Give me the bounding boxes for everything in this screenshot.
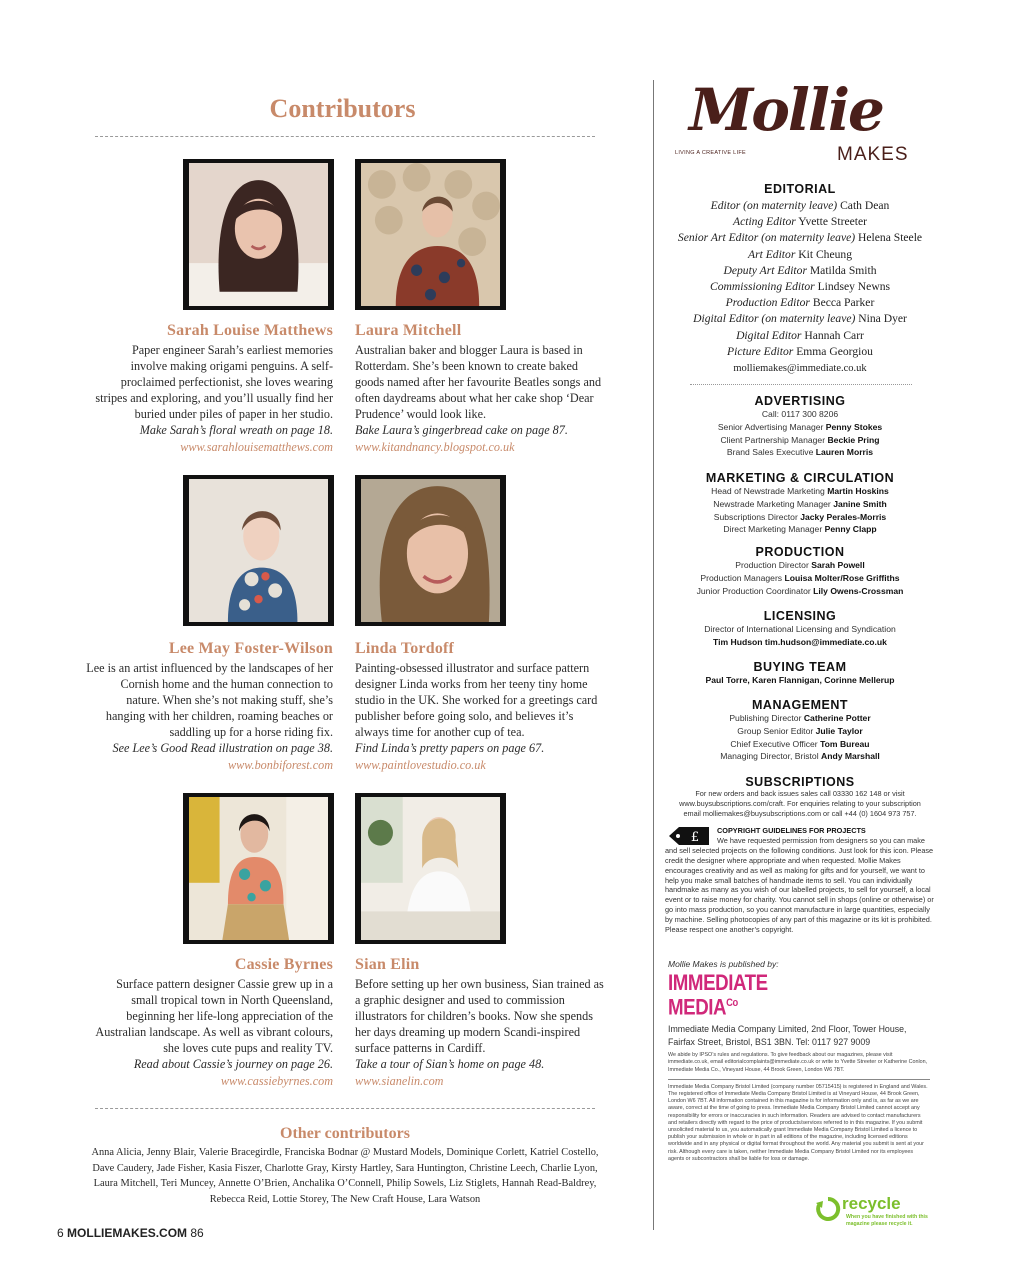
recycle-label: recycle [842,1194,901,1213]
person: Cath Dean [840,199,890,212]
bio-text: Paper engineer Sarah’s earliest memories involve making origami penguins. A self-proclaimed perfectionist, she loves wearing stripes and exploring, and you’ll usually find her buried under piles of paper in her studio. [95,343,333,421]
subscriptions-heading: SUBSCRIPTIONS [745,775,855,789]
contributor-photo [355,475,506,626]
editorial-heading: EDITORIAL [764,182,836,196]
logo-tagline: LIVING A CREATIVE LIFE [675,150,746,156]
production-section [665,545,935,597]
person: Emma Georgiou [796,344,873,358]
role: Art Editor [747,247,796,261]
management-heading: MANAGEMENT [752,698,848,712]
folio-site: MOLLIEMAKES.COM [67,1226,188,1240]
person: Helena Steele [858,231,923,245]
person: Lauren Morris [815,447,874,458]
person: Hannah Carr [804,328,864,342]
ipso-note: We abide by IPSO’s rules and regulations. To give feedback about our magazines, please visit immediate.co.uk, email editorialcomplaints@immediate.co.uk or write to Yvette Streeter or Katherine Conlon, Immediate Media Co., Vineyard House, 44 Brook Green, London W6 7BT. [668,1052,928,1073]
role: Editor (on maternity leave) [710,199,838,212]
other-contributors-title: Other contributors [280,1125,410,1142]
role: Publishing Director [729,713,802,723]
buying-team: Paul Torre, Karen Flannigan, Corinne Mellerup [705,675,895,685]
sell-tag-icon [667,826,711,846]
bio-page-ref: Read about Cassie’s journey on page 26. [133,1057,333,1071]
person: Lily Owens-Crossman [813,585,904,596]
bio-text: Before setting up her own business, Sian trained as a graphic designer and used to commission illustrators for children’s books. Now she spends her days dreaming up modern Scandi-inspired surface patterns in Cardiff. [355,977,604,1055]
contributor-name: Linda Tordoff [355,640,455,657]
person: Louisa Molter/Rose Griffiths [784,572,900,583]
bio-text: Lee is an artist influenced by the landscapes of her Cornish home and the human connection to nature. When she’s not making stuff, she’s hanging with her children, roaming beaches or saddling up for a horse riding fix. [86,661,333,739]
bio-page-ref: Take a tour of Sian’s home on page 48. [355,1057,545,1071]
advertising-section [665,394,935,459]
person: Becca Parker [812,296,875,310]
logo-script: Mollie [689,76,883,144]
logo-makes: MAKES [837,144,909,165]
contributor-website-link[interactable]: www.sarahlouisematthews.com [180,440,333,454]
bio-text: Surface pattern designer Cassie grew up in a small tropical town in North Queensland, beginning her life-long appreciation of the Australian landscape. As well as vibrant colours, she loves cute pups and reality TV. [95,977,333,1055]
publisher-section [668,960,930,1163]
copyright-section [665,826,935,935]
page-folio [57,1226,204,1240]
licensing-contact: Tim Hudson tim.hudson@immediate.co.uk [713,636,887,647]
role: Deputy Art Editor [723,263,807,277]
role: Junior Production Coordinator [696,585,811,596]
contributor-website-link[interactable]: www.paintlovestudio.co.uk [355,758,486,772]
legal-text [668,1084,930,1163]
subscriptions-section [665,775,935,819]
publisher-address: Immediate Media Company Limited, 2nd Floor, Tower House, Fairfax Street, Bristol, BS1 3BN. Tel: 0117 927 9009 [668,1024,907,1047]
advertising-phone: Call: 0117 300 8206 [761,409,839,419]
masthead-divider [690,384,912,385]
logo-line-1: IMMEDIATE [668,969,768,995]
person: Tom Bureau [820,738,870,749]
role: Production Editor [725,296,810,310]
person: Catherine Potter [803,713,871,723]
licensing-role: Director of International Licensing and Syndication [704,624,896,634]
role: Managing Director, Bristol [720,751,819,762]
contributor-website-link[interactable]: www.bonbiforest.com [228,758,333,772]
person: Yvette Streeter [798,215,867,229]
contributor-bio [355,660,605,773]
contributor-bio [95,342,333,455]
issue-number: 86 [190,1226,204,1240]
role: Brand Sales Executive [726,447,814,458]
logo-line-2: MEDIA [668,994,727,1020]
contributor-bio [95,976,333,1089]
buying-section [665,660,935,687]
contributor-bio [85,660,333,773]
legal-body: Immediate Media Company Bristol Limited (company number 05715415) is registered in England and Wales. The registered office of Immediate Media Company Bristol Limited is at Vineyard House, 44 Brook Green, London W6 7BT. All information contained in this magazine is for information only and is, as far as we are aware, correct at the time of going to press. Immediate Media Company Bristol Limited cannot accept any responsibility for errors or inaccuracies in such information. Readers are advised to contact manufacturers and retailers directly with regard to the price of products/services referred to in this magazine. If you submit unsolicited material to us, you automatically grant Immediate Media Company Bristol Limited a licence to publish your submission in whole or in part in all editions of the magazine, including licensed editions worldwide and in any physical or digital format throughout the world. Any material you submit is sent at your risk. Although every care is taken, neither Immediate Media Company Bristol Limited nor its employees agents or subcontractors shall be liable for loss or damage. [668,1083,928,1162]
role: Production Managers [700,572,783,583]
advertising-heading: ADVERTISING [754,394,846,408]
person: Penny Clapp [824,524,877,535]
person: Penny Stokes [825,421,883,432]
page-title: Contributors [269,94,416,123]
person: Martin Hoskins [827,486,889,496]
marketing-section [665,471,935,536]
management-section [665,698,935,763]
role: Digital Editor [736,328,802,342]
editorial-email[interactable]: molliemakes@immediate.co.uk [733,363,867,375]
copyright-text: We have requested permission from designers so you can make and sell selected projects on the following conditions. Just look for this icon. Please credit the designer where appropriate and when requested. Mollie Makes encourages creativity and as well as making for gifts and for yourself, we want to help you make small batches of handmade items to sell. You can individually handmake as many as you wish of our labelled projects, to sell for yourself, a local event or to raise money for charity. You cannot sell in shops (online or otherwise) or go into mass production, so you cannot manufacture in large quantities, especially by machine. Selling photocopies of any part of this magazine or its kit is prohibited. Please respect one another’s copyright. [665,835,934,935]
published-by: Mollie Makes is published by: [668,959,779,969]
role: Newstrade Marketing Manager [713,498,831,509]
recycle-icon [815,1196,841,1222]
contributor-name: Sian Elin [355,956,420,973]
contributor-name: Cassie Byrnes [234,956,333,973]
person: Andy Marshall [821,751,880,762]
column-divider [653,80,654,1230]
editorial-section [665,182,935,377]
role: Production Director [735,560,809,570]
copyright-heading: COPYRIGHT GUIDELINES FOR PROJECTS [717,826,866,835]
mollie-makes-logo [665,76,935,174]
role: Senior Advertising Manager [717,421,824,432]
contributor-bio [355,342,605,455]
person: Sarah Powell [811,560,865,570]
bio-text: Australian baker and blogger Laura is based in Rotterdam. She’s been known to create baked goods named after her favourite Beatles songs and often daydreams about what her cake shop ‘Dear Prudence’ would look like. [355,343,602,421]
marketing-heading: MARKETING & CIRCULATION [705,471,895,485]
person: Janine Smith [833,498,887,509]
legal-divider [668,1079,930,1080]
svg-text:£: £ [690,830,700,845]
immediate-media-logo [668,969,891,1020]
role: Senior Art Editor (on maternity leave) [677,231,856,245]
person: Matilda Smith [809,263,877,277]
logo-co: Co [726,996,738,1009]
licensing-heading: LICENSING [763,609,837,623]
contributor-photo [183,159,334,310]
contributor-photo [355,793,506,944]
licensing-section [665,609,935,649]
contributor-name: Sarah Louise Matthews [167,322,333,339]
role: Acting Editor [733,215,796,229]
role: Digital Editor (on maternity leave) [693,312,856,326]
contributor-website-link[interactable]: www.cassiebyrnes.com [220,1074,333,1088]
role: Chief Executive Officer [730,738,818,749]
person: Jacky Perales-Morris [800,511,887,522]
role: Picture Editor [727,344,794,358]
contributor-name: Lee May Foster-Wilson [168,640,333,657]
person: Lindsey Newns [817,280,891,294]
other-contributors-list: Anna Alicia, Jenny Blair, Valerie Bracegirdle, Franciska Bodnar @ Mustard Models, Dominique Corlett, Katriel Costello, Dave Caudery, Jade Fisher, Kasia Fiszer, Charlotte Gray, Kirsty Hartley, Sara Huntington, Christine Leech, Charlie Lyon, Laura Mitchell, Teri Muncey, Annette O’Brien, Anchalika O’Connell, Philip Sowels, Liz Stiglets, Hannah Read-Baldrey, Rebecca Reid, Lottie Storey, The New Craft House, Lara Watson [91,1147,599,1205]
contributor-photo [183,475,334,626]
bio-page-ref: See Lee’s Good Read illustration on page 38. [112,741,333,755]
contributor-website-link[interactable]: www.sianelin.com [355,1074,444,1088]
person: Julie Taylor [815,725,863,736]
person: Beckie Pring [827,434,880,445]
bio-page-ref: Make Sarah’s floral wreath on page 18. [139,423,333,437]
bio-page-ref: Find Linda’s pretty papers on page 67. [355,741,545,755]
bio-text: Painting-obsessed illustrator and surface pattern designer Linda works from her teeny tiny home studio in the UK. She worked for a greetings card publisher before going solo, and believes it’s always time for another cup of tea. [355,661,598,739]
person: Nina Dyer [858,312,907,326]
title-divider [95,136,595,137]
other-divider [95,1108,595,1109]
subscriptions-text: For new orders and back issues sales call 03330 162 148 or visit www.buysubscriptions.com/craft. For enquiries relating to your subscription email molliemakes@buysubscriptions.com or call +44 (0) 1604 973 757. [679,789,921,818]
contributor-bio [355,976,605,1089]
page-number: 6 [57,1226,64,1240]
contributor-photo [183,793,334,944]
role: Direct Marketing Manager [723,524,823,535]
recycle-note: When you have finished with this magazine please recycle it. [846,1214,928,1227]
role: Client Partnership Manager [720,434,826,445]
production-heading: PRODUCTION [755,545,845,559]
recycle-badge [812,1195,937,1231]
role: Head of Newstrade Marketing [711,486,825,496]
role: Subscriptions Director [713,511,798,522]
role: Commissioning Editor [709,280,815,294]
role: Group Senior Editor [737,725,814,736]
contributor-photo [355,159,506,310]
buying-heading: BUYING TEAM [753,660,847,674]
bio-page-ref: Bake Laura’s gingerbread cake on page 87. [355,423,568,437]
contributor-name: Laura Mitchell [355,322,462,339]
person: Kit Cheung [798,247,853,261]
contributor-website-link[interactable]: www.kitandnancy.blogspot.co.uk [355,440,515,454]
